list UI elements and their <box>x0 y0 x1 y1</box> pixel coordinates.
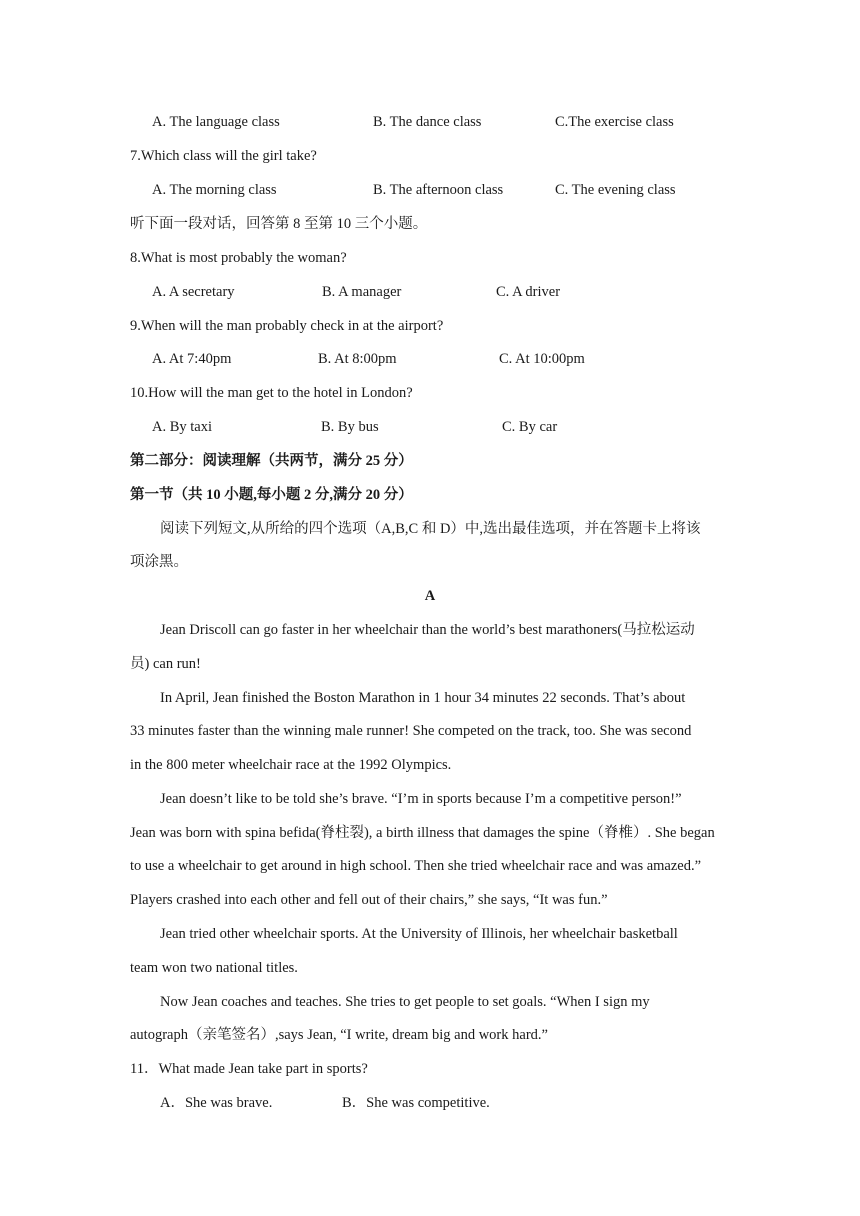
q8-option-a: A. A secretary <box>152 284 235 300</box>
section1-heading: 第一节（共 10 小题,每小题 2 分,满分 20 分） <box>130 487 413 503</box>
passage-p2-line2: 33 minutes faster than the winning male runner! She competed on the track, too. She was second <box>130 723 692 739</box>
q9-option-a: A. At 7:40pm <box>152 351 232 367</box>
passage-p4-line2: team won two national titles. <box>130 960 298 976</box>
q11-option-a: A．She was brave. <box>160 1095 273 1111</box>
q10-option-b: B. By bus <box>321 419 379 435</box>
q8-option-b: B. A manager <box>322 284 402 300</box>
reading-instruction-line2: 项涂黑。 <box>130 554 188 570</box>
passage-p3-line3: to use a wheelchair to get around in high school. Then she tried wheelchair race and was amazed.” <box>130 858 702 874</box>
passage-p4-line1: Jean tried other wheelchair sports. At the University of Illinois, her wheelchair basketball <box>160 926 678 942</box>
q7-option-b: B. The afternoon class <box>373 182 504 198</box>
passage-p2-line1: In April, Jean finished the Boston Marathon in 1 hour 34 minutes 22 seconds. That’s about <box>160 690 686 706</box>
reading-instruction-line1: 阅读下列短文,从所给的四个选项（A,B,C 和 D）中,选出最佳选项，并在答题卡上将该 <box>160 521 701 537</box>
passage-p5-line2: autograph（亲笔签名）,says Jean, “I write, dream big and work hard.” <box>130 1027 548 1043</box>
q8-question: 8.What is most probably the woman? <box>130 250 347 266</box>
passage-p3-line2: Jean was born with spina befida(脊柱裂), a birth illness that damages the spine（脊椎）. She began <box>130 825 715 841</box>
q6-option-a: A. The language class <box>152 114 280 130</box>
q10-option-a: A. By taxi <box>152 419 213 435</box>
q6-option-c: C.The exercise class <box>555 114 674 130</box>
q7-option-c: C. The evening class <box>555 182 676 198</box>
passage-p3-line1: Jean doesn’t like to be told she’s brave. “I’m in sports because I’m a competitive person!” <box>160 791 682 807</box>
passage-p1-line1: Jean Driscoll can go faster in her wheelchair than the world’s best marathoners(马拉松运动 <box>160 622 695 638</box>
passage-p3-line4: Players crashed into each other and fell out of their chairs,” she says, “It was fun.” <box>130 892 608 908</box>
q9-option-c: C. At 10:00pm <box>499 351 585 367</box>
part2-heading: 第二部分：阅读理解（共两节，满分 25 分） <box>130 453 413 469</box>
passage-title: A <box>424 588 436 604</box>
q10-option-c: C. By car <box>502 419 558 435</box>
q7-option-a: A. The morning class <box>152 182 277 198</box>
q7-question: 7.Which class will the girl take? <box>130 148 317 164</box>
q11-option-b: B．She was competitive. <box>342 1095 490 1111</box>
q6-option-b: B. The dance class <box>373 114 482 130</box>
q9-question: 9.When will the man probably check in at the airport? <box>130 318 444 334</box>
dialogue-instruction: 听下面一段对话，回答第 8 至第 10 三个小题。 <box>130 216 428 232</box>
passage-p5-line1: Now Jean coaches and teaches. She tries to get people to set goals. “When I sign my <box>160 994 650 1010</box>
q8-option-c: C. A driver <box>496 284 561 300</box>
q9-option-b: B. At 8:00pm <box>318 351 397 367</box>
passage-p2-line3: in the 800 meter wheelchair race at the 1992 Olympics. <box>130 757 452 773</box>
passage-p1-line2: 员) can run! <box>130 656 201 672</box>
q11-question: 11．What made Jean take part in sports? <box>130 1061 368 1077</box>
q10-question: 10.How will the man get to the hotel in London? <box>130 385 413 401</box>
